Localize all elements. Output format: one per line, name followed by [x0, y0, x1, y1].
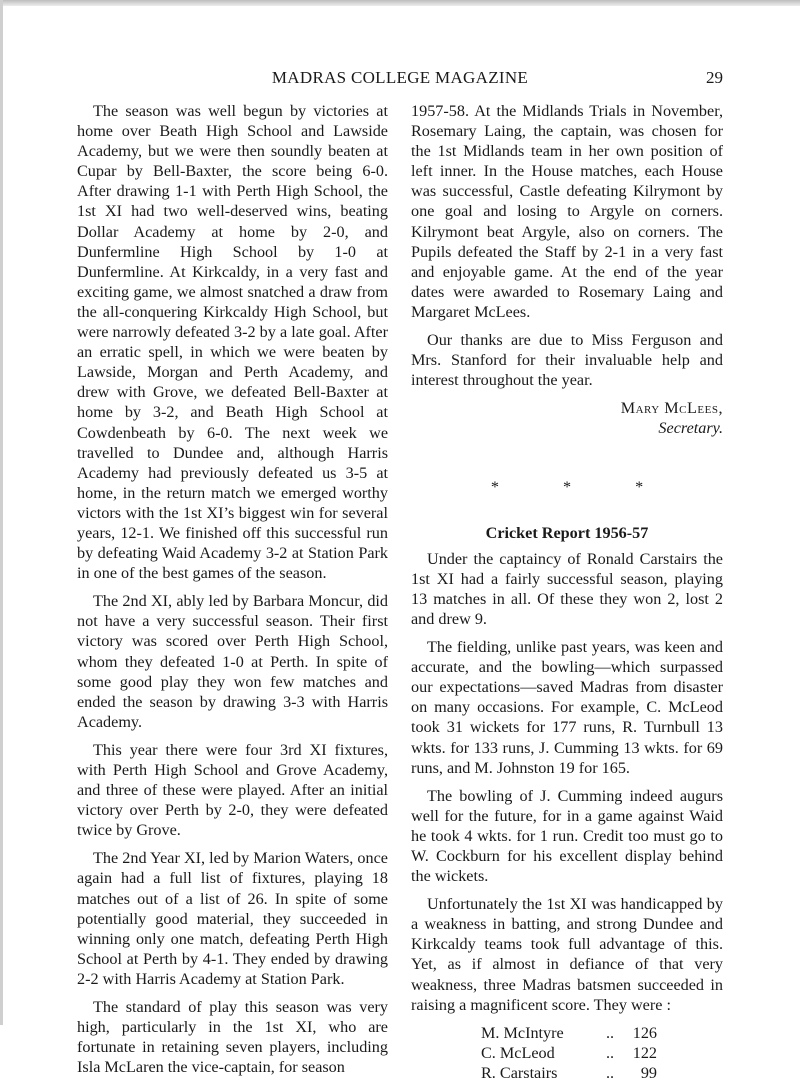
hockey-paragraph-1: The season was well begun by victories at home over Beath High School and Lawside Academy, but we were then soundly beaten at Cupar by Bell-Baxter, the score being 6-0. After drawing 1-1 with Perth High School, the 1st XI had two well-deserved wins, beating Dollar Academy at home by 2-0, and Dunfermline High School by 1-0 at Dunfermline. At Kirkcaldy, in a very fast and exciting game, we almost snatched a draw from the all-conquering Kirkcaldy High School, but were narrowly defeated 3-2 by a late goal. After an erratic spell, in which we were beaten by Lawside, Morgan and Perth Academy, and drew with Grove, we defeated Bell-Baxter at home by 3-2, and Beath High School at Cowdenbeath by 6-0. The next week we travelled to Dundee and, although Harris Academy had previously defeated us 3-5 at home, in the return match we emerged worthy victors with the 1st XI’s biggest win for several years, 12-1. We finished off this successful run by defeating Waid Academy 3-2 at Station Park in one of the best games of the season. — [77, 102, 388, 583]
page-number: 29 — [706, 68, 723, 87]
leader-dots: .. — [605, 1023, 615, 1042]
cricket-paragraph-2: The fielding, unlike past years, was keen and accurate, and the bowling—which surpassed our expectations—saved Madras from disaster on many occasions. For example, C. McLeod took 31 wickets for 177 runs, R. Turnbull 13 wkts. for 133 runs, J. Cumming 13 wkts. for 69 runs, and M. Johnston 19 for 165. — [411, 638, 723, 777]
table-row — [481, 1063, 657, 1083]
batsman-runs: 126 — [632, 1023, 657, 1042]
batsman-runs: 99 — [640, 1063, 657, 1082]
hockey-paragraph-2: The 2nd XI, ably led by Barbara Moncur, did not have a very successful season. Their first victory was scored over Perth High School, whom they defeated 1-0 at Perth. In spite of some good play they won few matches and ended the season by drawing 3-3 with Harris Academy. — [77, 592, 388, 731]
table-row — [481, 1023, 657, 1043]
left-column — [77, 101, 388, 1085]
hockey-continuation-paragraph: 1957-58. At the Midlands Trials in November, Rosemary Laing, the captain, was chosen for the 1st Midlands team in her own position of left inner. In the House matches, each House was successful, Castle defeating Kilrymont by one goal and losing to Argyle on corners. Kilrymont beat Argyle, also on corners. The Pupils defeated the Staff by 2-1 in a very fast and enjoyable game. At the end of the year dates were awarded to Rosemary Laing and Margaret McLees. — [411, 102, 723, 321]
magazine-title: MADRAS COLLEGE MAGAZINE — [271, 68, 529, 87]
left-page-edge — [0, 0, 3, 1025]
cricket-paragraph-3: The bowling of J. Cumming indeed augurs well for the future, for in a game against Waid he took 4 wkts. for 1 run. Credit too must go to W. Cockburn for his excellent display behind the wickets. — [411, 786, 723, 886]
right-column — [411, 101, 723, 1083]
batsman-name: C. McLeod — [481, 1043, 555, 1062]
section-separator: * * * — [490, 477, 674, 496]
cricket-report-heading: Cricket Report 1956-57 — [485, 523, 649, 542]
page-header — [0, 68, 800, 92]
table-row — [481, 1043, 657, 1063]
cricket-paragraph-1: Under the captaincy of Ronald Carstairs the 1st XI had a fairly successful season, playing 13 matches in all. Of these they won 2, lost 2 and drew 9. — [411, 549, 723, 628]
top-page-edge — [0, 0, 800, 6]
cricket-paragraph-4: Unfortunately the 1st XI was handicapped by a weakness in batting, and strong Dundee and Kirkcaldy teams took full advantage of this. Yet, as if almost in defiance of that very weakness, three Madras batsmen succeeded in raising a magnificent score. They were : — [411, 895, 723, 1014]
batsman-name: R. Carstairs — [481, 1063, 558, 1082]
signature-block — [411, 398, 723, 438]
leader-dots: .. — [605, 1043, 615, 1062]
signature-name: Mary McLees, — [620, 399, 723, 418]
batting-scores-table — [481, 1023, 657, 1083]
batsman-name: M. McIntyre — [481, 1023, 564, 1042]
hockey-paragraph-5: The standard of play this season was very high, particularly in the 1st XI, who are fortunate in retaining seven players, including Isla McLaren the vice-captain, for season — [77, 998, 388, 1077]
batsman-runs: 122 — [632, 1043, 657, 1062]
thanks-paragraph: Our thanks are due to Miss Ferguson and Mrs. Stanford for their invaluable help and interest throughout the year. — [411, 331, 723, 390]
signature-role: Secretary. — [658, 419, 723, 438]
hockey-paragraph-4: The 2nd Year XI, led by Marion Waters, once again had a full list of fixtures, playing 18 matches out of a list of 26. In spite of some potentially good material, they succeeded in winning only one match, defeating Perth High School at Perth by 4-1. They ended by drawing 2-2 with Harris Academy at Station Park. — [77, 849, 388, 988]
hockey-paragraph-3: This year there were four 3rd XI fixtures, with Perth High School and Grove Academy, and three of these were played. After an initial victory over Perth by 2-0, they were defeated twice by Grove. — [77, 740, 388, 840]
leader-dots: .. — [605, 1063, 615, 1082]
